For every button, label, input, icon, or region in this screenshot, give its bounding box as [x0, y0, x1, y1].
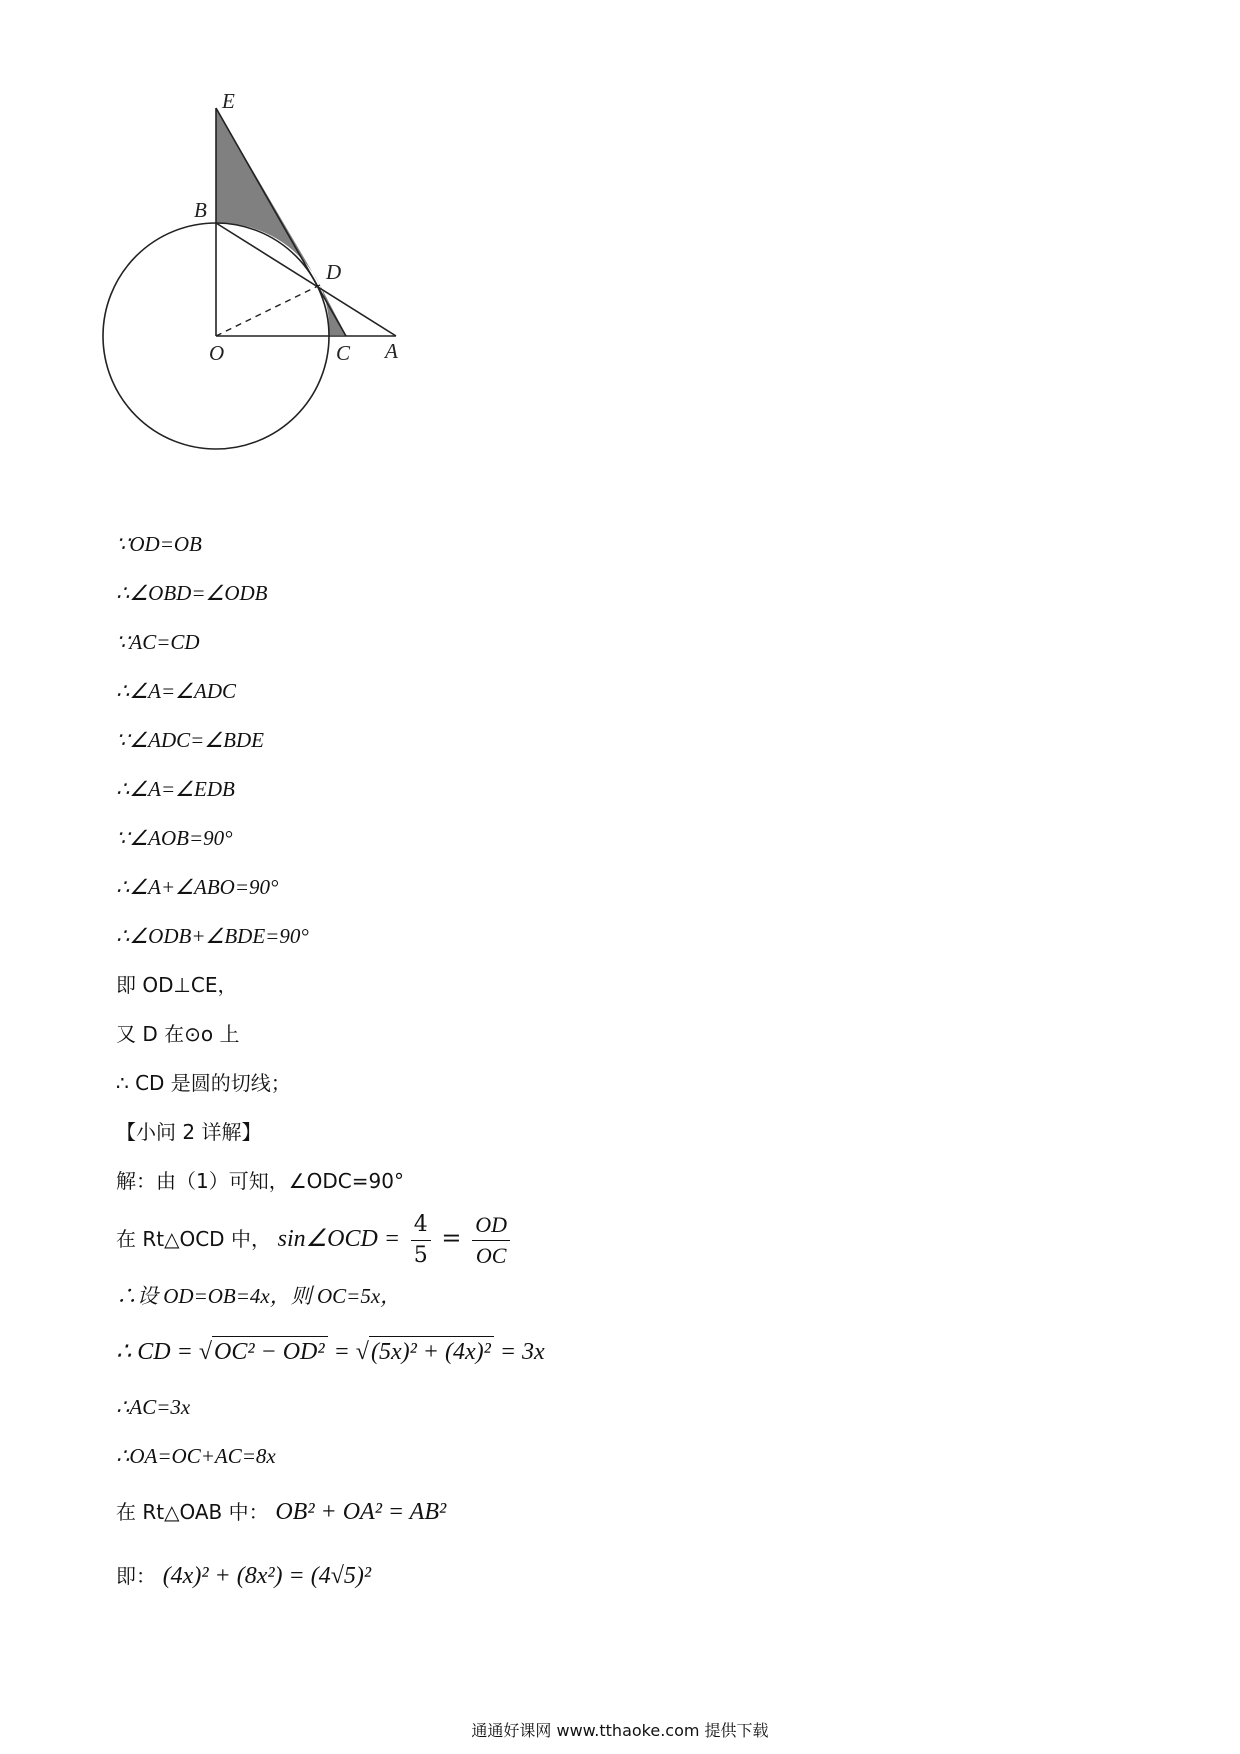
label-a: A — [385, 339, 398, 363]
oa-line: ∴OA=OC+AC=8x — [116, 1444, 276, 1468]
cd-result: = 3x — [499, 1339, 545, 1365]
substitution-expr: (4x)² + (8x²) = (4√5)² — [162, 1563, 372, 1589]
label-b: B — [194, 198, 207, 222]
label-d: D — [326, 260, 342, 284]
proof-line-5: ∵∠ADC=∠BDE — [116, 728, 265, 752]
sine-expr: sin∠OCD = — [277, 1226, 401, 1252]
radical-1: OC² − OD² — [212, 1336, 328, 1365]
sine-equation-line: 在 Rt△OCD 中， sin∠OCD = $\frac{4}{5}$ = $\frac{OD}{OC}$ — [116, 1208, 514, 1271]
fraction-four-fifths — [411, 1210, 431, 1271]
ac-line: ∴AC=3x — [116, 1395, 191, 1419]
label-o: O — [209, 341, 225, 365]
segment-ba — [216, 223, 396, 336]
radical-2: (5x)² + (4x)² — [369, 1336, 494, 1365]
fraction-numerator: OD — [472, 1210, 510, 1241]
pythagoras-expr: OB² + OA² = AB² — [275, 1499, 447, 1525]
proof-line-4: ∴∠A=∠ADC — [116, 679, 237, 703]
proof-line-12: ∴ CD 是圆的切线； — [116, 1071, 291, 1095]
let-variable-line: ∴设 OD=OB=4x，则 OC=5x， — [116, 1284, 402, 1308]
label-e: E — [222, 90, 235, 113]
fraction-denominator: 5 — [413, 1243, 428, 1268]
solution-intro: 解：由（1）可知，∠ODC=90° — [116, 1169, 404, 1193]
proof-line-1: ∵OD=OB — [116, 532, 202, 556]
fraction-numerator: 4 — [411, 1210, 431, 1241]
proof-line-10: 即 OD⊥CE， — [116, 973, 238, 997]
proof-line-11: 又 D 在⊙o 上 — [116, 1022, 240, 1046]
cd-mid: = — [333, 1339, 350, 1365]
cd-equation-line: ∴ CD = √OC² − OD² = √(5x)² + (4x)² = 3x — [116, 1332, 545, 1372]
proof-line-3: ∵AC=CD — [116, 630, 200, 654]
pythagoras-prefix: 在 Rt△OAB 中： — [116, 1500, 269, 1524]
pythagoras-line — [116, 1498, 446, 1526]
substitution-prefix: 即： — [116, 1564, 156, 1588]
fraction-denominator: OC — [475, 1243, 507, 1268]
shaded-region-lower — [320, 285, 346, 335]
cd-prefix: ∴ CD = — [116, 1339, 193, 1365]
substitution-line — [116, 1562, 371, 1590]
proof-line-6: ∴∠A=∠EDB — [116, 777, 235, 801]
fraction-od-oc — [472, 1210, 510, 1271]
proof-line-7: ∵∠AOB=90° — [116, 826, 233, 850]
geometry-figure — [100, 90, 470, 510]
proof-line-8: ∴∠A+∠ABO=90° — [116, 875, 279, 899]
proof-line-2: ∴∠OBD=∠ODB — [116, 581, 268, 605]
footer-watermark: 通通好课网 www.tthaoke.com 提供下载 — [471, 1721, 769, 1740]
label-c: C — [336, 341, 351, 365]
section-heading: 【小问 2 详解】 — [116, 1120, 262, 1144]
proof-line-9: ∴∠ODB+∠BDE=90° — [116, 924, 309, 948]
segment-od-dashed — [216, 285, 320, 336]
sine-prefix: 在 Rt△OCD 中， — [116, 1227, 271, 1251]
